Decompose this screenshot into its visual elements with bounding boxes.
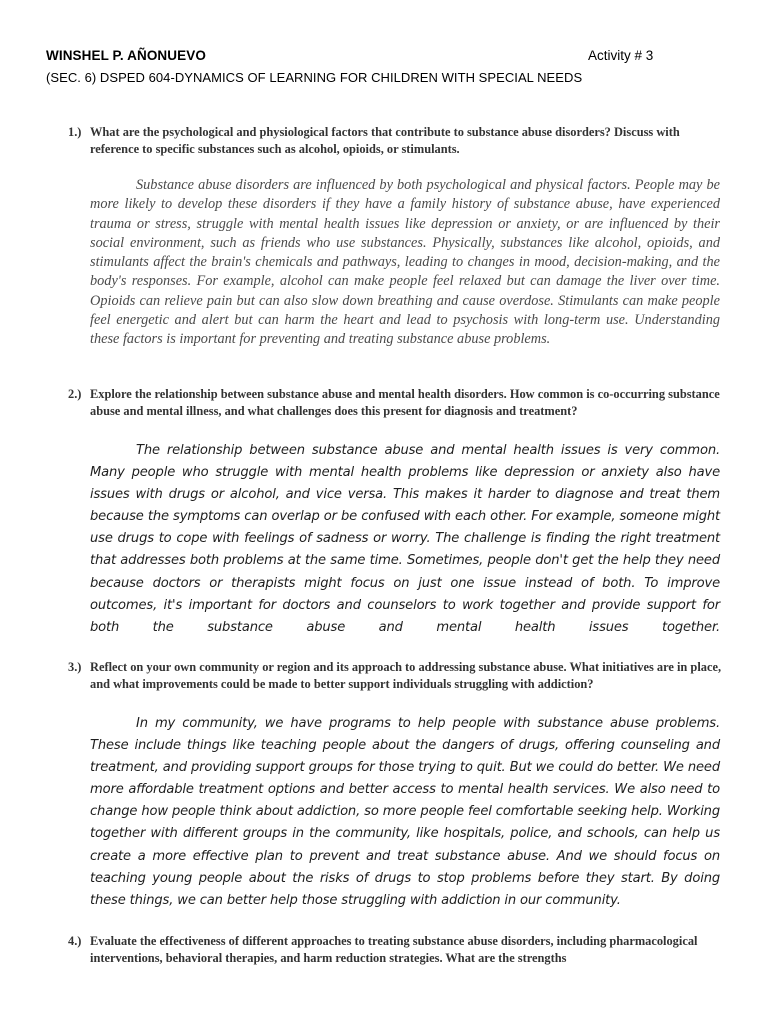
question-number: 4.)	[68, 934, 82, 948]
question-number: 2.)	[68, 387, 82, 401]
question-text: Reflect on your own community or region and its approach to addressing substance abuse. What initiatives are in place, and what improvements could be made to better support individuals struggling with addiction?	[90, 660, 722, 691]
question-3	[68, 659, 728, 693]
question-2	[68, 386, 728, 420]
question-1	[68, 124, 728, 158]
question-text: Evaluate the effectiveness of different approaches to treating substance abuse disorders, including pharmacological interventions, behavioral therapies, and harm reduction strategies. What are the strengths	[90, 934, 698, 965]
question-4	[68, 933, 728, 967]
answer-2: The relationship between substance abuse and mental health issues is very common. Many people who struggle with mental health problems like depression or anxiety also have issues with drugs or alcohol, and vice versa. This makes it harder to diagnose and treat them because the symptoms can overlap or be confused with each other. For example, someone might use drugs to cope with feelings of sadness or worry. The challenge is finding the right treatment that addresses both problems at the same time. Sometimes, people don't get the help they need because doctors or therapists might focus on just one issue instead of both. To improve outcomes, it's important for doctors and counselors to work together and provide support for both the substance abuse and mental health issues together.	[90, 443, 720, 635]
answer-3: In my community, we have programs to help people with substance abuse problems. These include things like teaching people about the dangers of drugs, offering counseling and treatment, and providing support groups for those trying to quit. But we could do better. We need more affordable treatment options and better access to mental health services. We also need to change how people think about addiction, so more people feel comfortable seeking help. Working together with different groups in the community, like hospitals, police, and schools, can help us create a more effective plan to prevent and treat substance abuse. And we should focus on teaching young people about the risks of drugs to stop problems before they start. By doing these things, we can better help those struggling with addiction in our community.	[90, 716, 720, 908]
student-name: WINSHEL P. AÑONUEVO	[46, 48, 206, 63]
question-number: 1.)	[68, 125, 82, 139]
question-text: Explore the relationship between substance abuse and mental health disorders. How common is co-occurring substance abuse and mental illness, and what challenges does this present for diagnosis and treatment?	[90, 387, 720, 418]
question-text: What are the psychological and physiological factors that contribute to substance abuse disorders? Discuss with reference to specific substances such as alcohol, opioids, or stimulants.	[90, 125, 680, 156]
course-title: (SEC. 6) DSPED 604-DYNAMICS OF LEARNING FOR CHILDREN WITH SPECIAL NEEDS	[46, 70, 583, 85]
activity-number: Activity # 3	[588, 48, 654, 63]
answer-1: Substance abuse disorders are influenced by both psychological and physical factors. People may be more likely to develop these disorders if they have a family history of substance abuse, have experienced trauma or stress, struggle with mental health issues like depression or anxiety, or are influenced by their social environment, such as friends who use substances. Physically, substances like alcohol, opioids, and stimulants affect the brain's chemicals and pathways, leading to changes in mood, decision-making, and the body's responses. For example, alcohol can make people feel relaxed but can damage the liver over time. Opioids can relieve pain but can also slow down breathing and cause overdose. Stimulants can make people feel energetic and alert but can harm the heart and lead to psychosis with long-term use. Understanding these factors is important for preventing and treating substance abuse problems.	[90, 177, 720, 348]
question-number: 3.)	[68, 660, 82, 674]
